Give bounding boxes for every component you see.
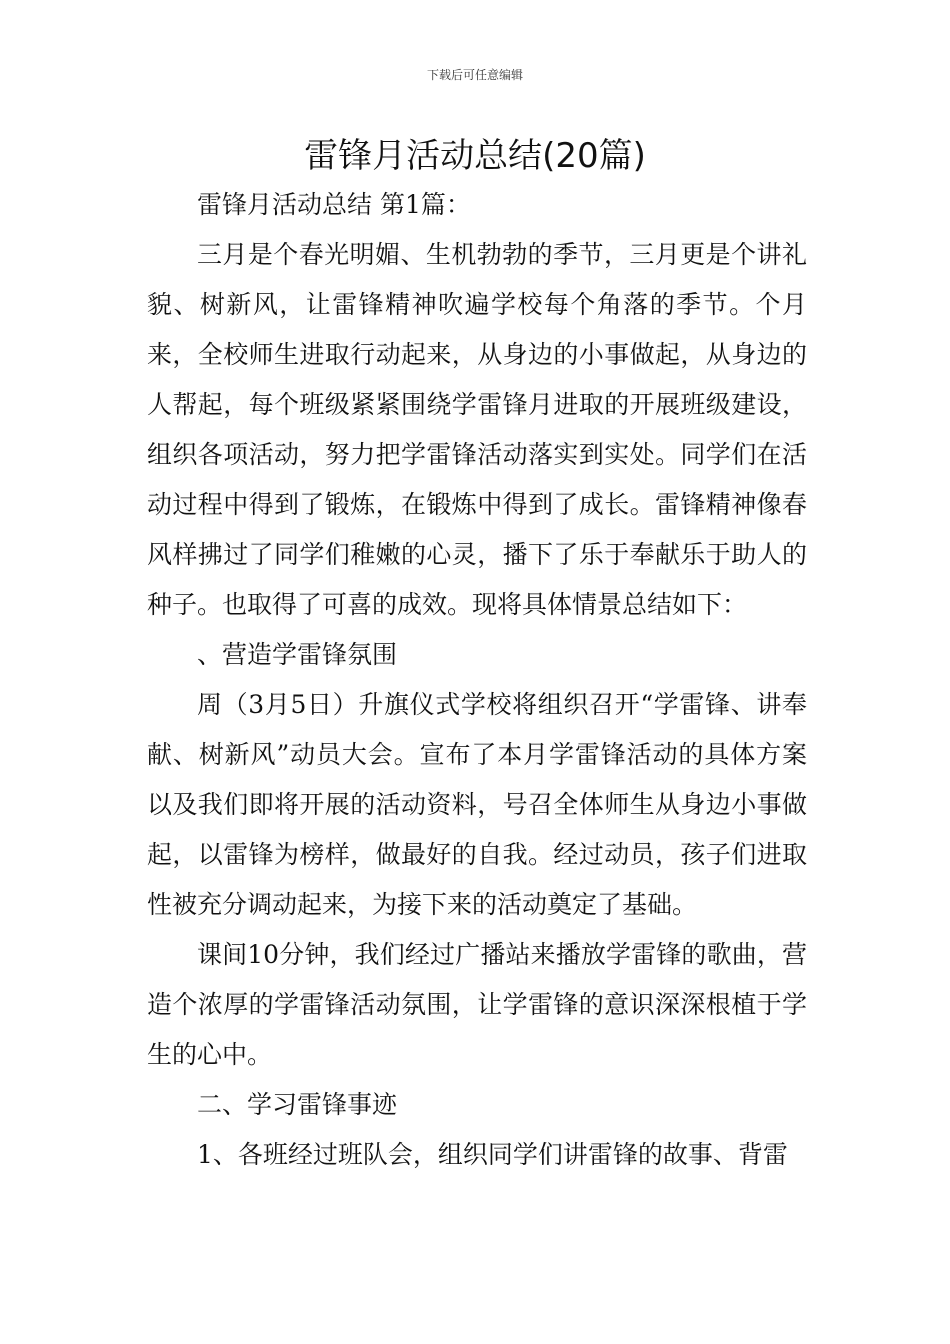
paragraph-class-meeting: 1、各班经过班队会，组织同学们讲雷锋的故事、背雷: [197, 1140, 788, 1169]
section-heading-study: 二、学习雷锋事迹: [197, 1090, 398, 1119]
paragraph-mobilization: 周（3月5日）升旗仪式学校将组织召开“学雷锋、讲奉献、树新风”动员大会。宣布了本月学雷锋活动的具体方案以及我们即将开展的活动资料，号召全体师生从身边小事做起，以雷锋为榜样，做最好的自我。经过动员，孩子们进取性被充分调动起来，为接下来的活动奠定了基础。: [147, 690, 807, 919]
section-heading-atmosphere: 、营造学雷锋氛围: [197, 640, 398, 669]
part-label: 雷锋月活动总结 第1篇：: [197, 190, 471, 219]
document-body: [147, 180, 807, 1180]
paragraph-broadcast: 课间10分钟，我们经过广播站来播放学雷锋的歌曲，营造个浓厚的学雷锋活动氛围，让学雷锋的意识深深根植于学生的心中。: [147, 940, 807, 1069]
page-header-note: 下载后可任意编辑: [426, 68, 523, 82]
paragraph-intro: 三月是个春光明媚、生机勃勃的季节，三月更是个讲礼貌、树新风，让雷锋精神吹遍学校每个角落的季节。个月来，全校师生进取行动起来，从身边的小事做起，从身边的人帮起，每个班级紧紧围绕学雷锋月进取的开展班级建设，组织各项活动，努力把学雷锋活动落实到实处。同学们在活动过程中得到了锻炼，在锻炼中得到了成长。雷锋精神像春风样拂过了同学们稚嫩的心灵，播下了乐于奉献乐于助人的种子。也取得了可喜的成效。现将具体情景总结如下：: [147, 240, 807, 619]
document-title: 雷锋月活动总结(20篇): [304, 136, 646, 176]
